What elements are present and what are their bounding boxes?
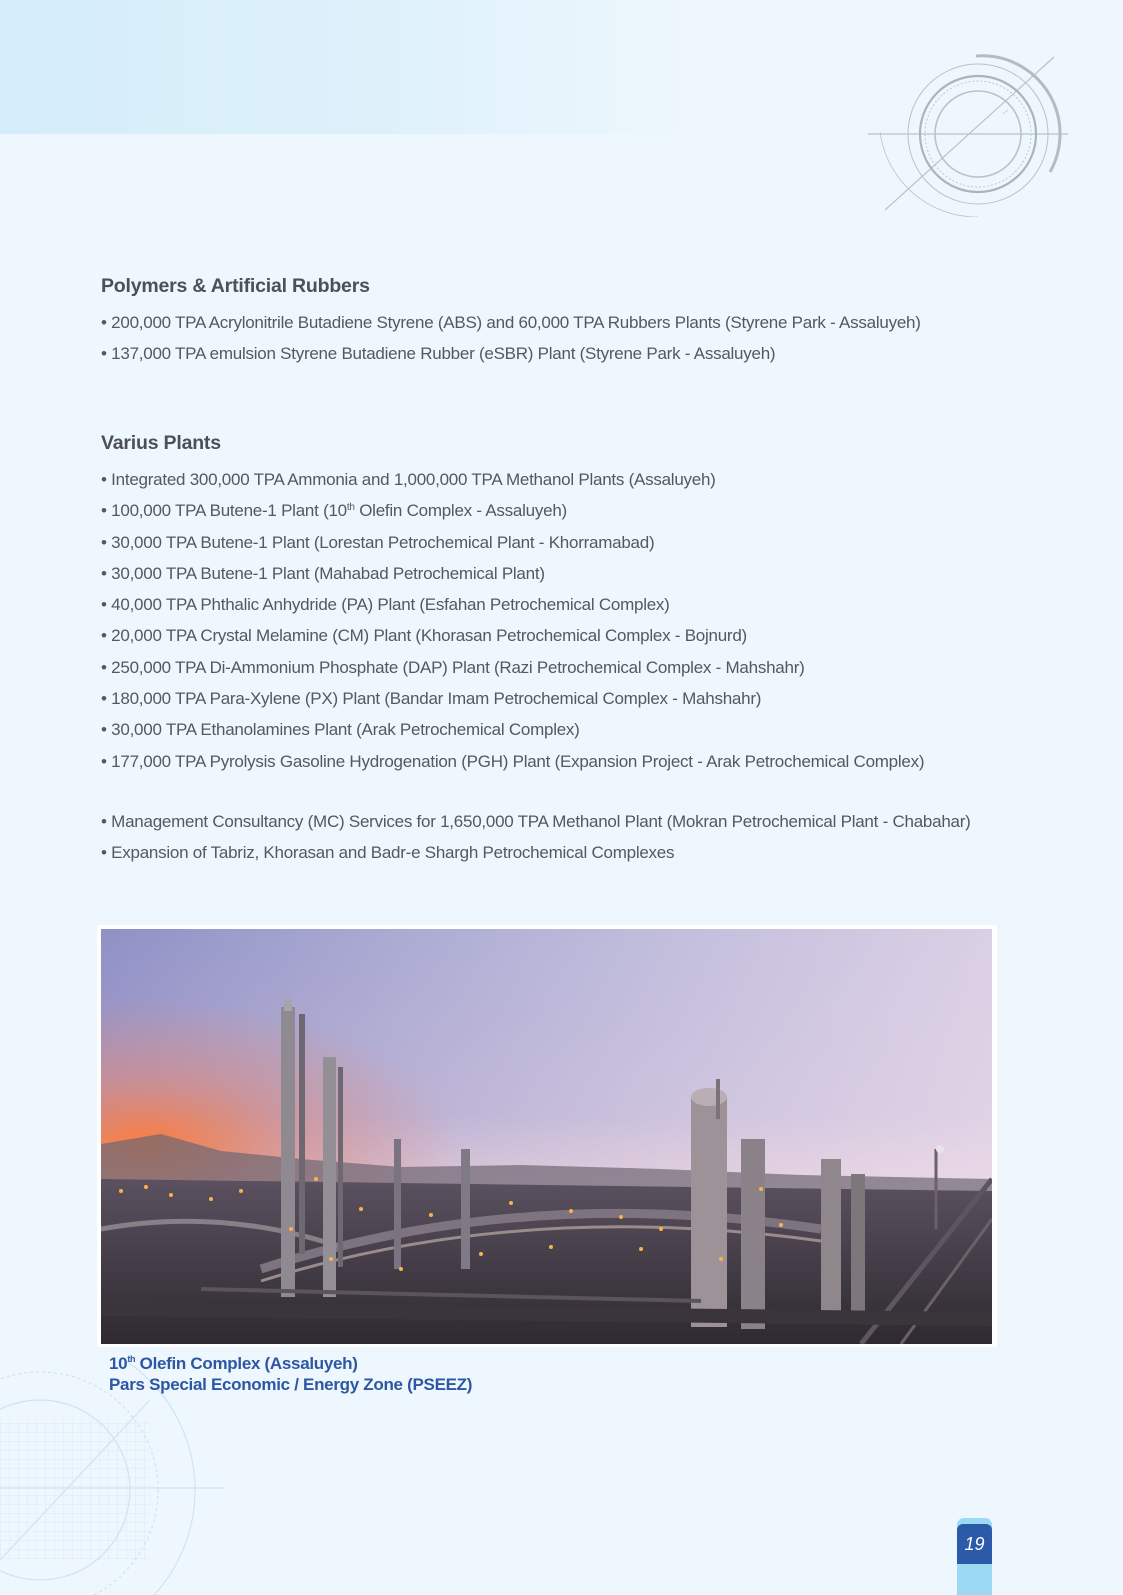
caption-line-1: 10th Olefin Complex (Assaluyeh) <box>109 1354 358 1373</box>
grid-globe-icon <box>0 1360 240 1595</box>
various-plants-section <box>101 432 924 777</box>
list-item: • 250,000 TPA Di-Ammonium Phosphate (DAP) Plant (Razi Petrochemical Complex - Mahshahr) <box>101 657 805 677</box>
various-plants-heading: Varius Plants <box>101 432 221 454</box>
list-item: • 30,000 TPA Butene-1 Plant (Lorestan Petrochemical Plant - Khorramabad) <box>101 532 655 552</box>
list-item: • Management Consultancy (MC) Services for 1,650,000 TPA Methanol Plant (Mokran Petrochemical Plant - Chabahar) <box>101 812 971 831</box>
list-item: • Expansion of Tabriz, Khorasan and Badr-e Shargh Petrochemical Complexes <box>101 843 675 863</box>
list-item: • 200,000 TPA Acrylonitrile Butadiene Styrene (ABS) and 60,000 TPA Rubbers Plants (Styrene Park - Assaluyeh) <box>101 313 921 332</box>
caption-line-2: Pars Special Economic / Energy Zone (PSEEZ) <box>109 1375 473 1394</box>
other-services-section <box>101 806 971 869</box>
olefin-complex-photo <box>101 929 992 1344</box>
list-item: • 30,000 TPA Butene-1 Plant (Mahabad Petrochemical Plant) <box>101 563 545 583</box>
list-item: • 180,000 TPA Para-Xylene (PX) Plant (Bandar Imam Petrochemical Complex - Mahshahr) <box>101 689 762 709</box>
list-item: • 30,000 TPA Ethanolamines Plant (Arak Petrochemical Complex) <box>101 720 580 740</box>
list-item: • 100,000 TPA Butene-1 Plant (10th Olefin Complex - Assaluyeh) <box>101 501 567 521</box>
list-item: • 20,000 TPA Crystal Melamine (CM) Plant (Khorasan Petrochemical Complex - Bojnurd) <box>101 626 747 646</box>
polymers-section <box>101 275 921 370</box>
list-item: • 40,000 TPA Phthalic Anhydride (PA) Plant (Esfahan Petrochemical Complex) <box>101 595 670 615</box>
header-band <box>0 0 700 134</box>
compass-circles-icon <box>868 52 1068 217</box>
list-item: • Integrated 300,000 TPA Ammonia and 1,000,000 TPA Methanol Plants (Assaluyeh) <box>101 470 716 489</box>
list-item: • 137,000 TPA emulsion Styrene Butadiene Rubber (eSBR) Plant (Styrene Park - Assaluyeh) <box>101 344 776 364</box>
page-number: 19 <box>957 1524 992 1564</box>
polymers-heading: Polymers & Artificial Rubbers <box>101 275 370 297</box>
plant-photo-frame <box>97 925 997 1347</box>
list-item: • 177,000 TPA Pyrolysis Gasoline Hydrogenation (PGH) Plant (Expansion Project - Arak Petrochemical Complex) <box>101 751 925 771</box>
photo-caption <box>109 1353 472 1395</box>
